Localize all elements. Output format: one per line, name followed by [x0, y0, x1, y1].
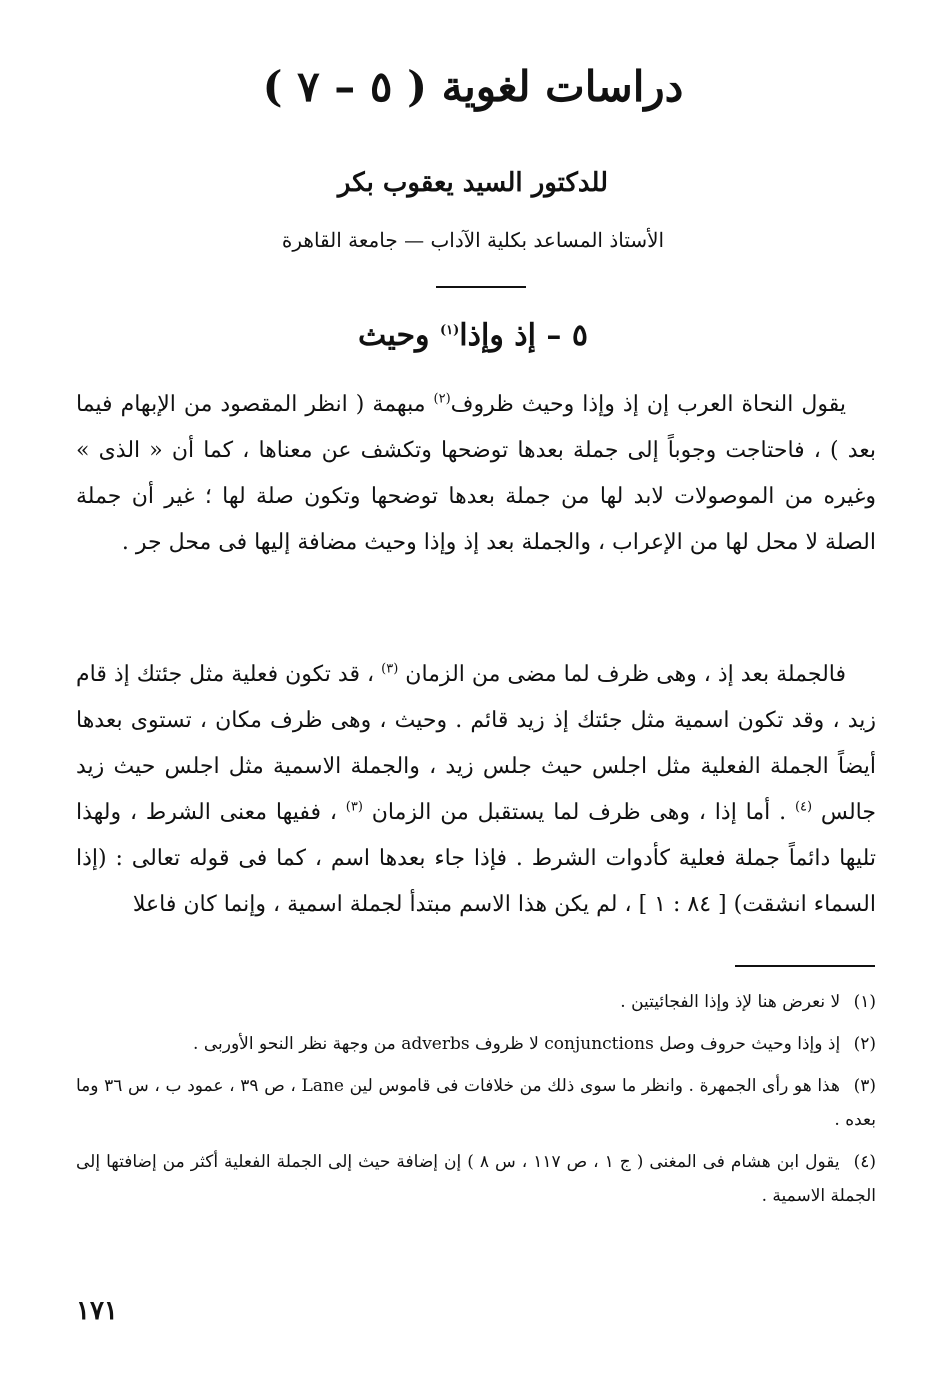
footnote-4: [76, 1145, 876, 1213]
author-name: للدكتور السيد يعقوب بكر: [337, 168, 609, 198]
footnote-ref-4[interactable]: (٤): [794, 799, 813, 815]
footnote-text: هذا هو رأى الجمهرة . وانظر ما سوى ذلك من خلافات فى قاموس لين Lane ، ص ٣٩ ، عمود ب ، س ٣٦ وما بعده .: [76, 1076, 876, 1130]
section-heading-footnote-ref[interactable]: (١): [440, 323, 460, 338]
paragraph-1: [76, 382, 876, 566]
paragraph-1-text-b: مبهمة ( انظر المقصود من الإبهام فيما بعد ) ، فاحتاجت وجوباً إلى جملة بعدها توضحها وتكشف عن معناها ، كما أن « الذى » وغيره من الموصولات لابد لها من جملة بعدها توضحها وتكون صلة لها ؛ غير أن جملة الصلة لا محل لها من الإعراب ، والجملة بعد إذ وإذا وحيث مضافة إليها فى محل جر .: [76, 392, 876, 555]
footnotes: [76, 985, 876, 1221]
article-title: دراسات لغوية ( ٥ – ٧ ): [262, 62, 684, 111]
footnote-ref-3a[interactable]: (٣): [381, 661, 399, 677]
footnote-divider: [735, 965, 875, 967]
paragraph-2-text-a: فالجملة بعد إذ ، وهى ظرف لما مضى من الزمان: [405, 662, 847, 687]
page-number: ١٧١: [76, 1296, 118, 1326]
section-heading: [0, 318, 946, 353]
paragraph-2-text-d: ، ففيها معنى الشرط ، ولهذا تليها دائماً جملة فعلية كأدوات الشرط . فإذا جاء بعدها اسم ، كما فى قوله تعالى : (إذا السماء انشقت) [ ٨٤ : ١ ] ، لم يكن هذا الاسم مبتدأ لجملة اسمية ، وإنما كان فاعلا: [76, 800, 876, 917]
paragraph-1-text-a: يقول النحاة العرب إن إذ وإذا وحيث ظروف: [450, 392, 846, 417]
footnote-number: (١): [853, 992, 876, 1012]
section-heading-text: – إذ وإذا: [459, 318, 562, 353]
footnote-text: لا نعرض هنا لإذ وإذا الفجائيتين .: [620, 992, 841, 1012]
footnote-number: (٣): [853, 1076, 876, 1096]
paragraph-2-text-c: . أما إذا ، وهى ظرف لما يستقبل من الزمان: [371, 800, 787, 825]
footnote-2: [76, 1027, 876, 1061]
footnote-1: [76, 985, 876, 1019]
footnote-ref-3b[interactable]: (٣): [345, 799, 363, 815]
footnote-number: (٢): [853, 1034, 876, 1054]
footnote-3: [76, 1069, 876, 1137]
title-divider: [436, 286, 526, 288]
section-heading-tail: وحيث: [358, 318, 430, 353]
footnote-ref-2[interactable]: (٢): [433, 391, 451, 407]
footnote-text: يقول ابن هشام فى المغنى ( ج ١ ، ص ١١٧ ، س ٨ ) إن إضافة حيث إلى الجملة الفعلية أكثر من إضافتها إلى الجملة الاسمية .: [76, 1152, 876, 1206]
paragraph-2-text-b: ، قد تكون فعلية مثل جئتك إذ قام زيد ، وقد تكون اسمية مثل جئتك إذ زيد قائم . وحيث ، وهى ظرف مكان ، تستوى بعدها أيضاً الجملة الفعلية مثل اجلس حيث جلس زيد ، والجملة الاسمية مثل اجلس حيث زيد جالس: [76, 662, 876, 825]
footnote-number: (٤): [853, 1152, 877, 1172]
paragraph-2: [76, 652, 876, 928]
section-number: ٥: [571, 318, 588, 353]
author-affiliation: الأستاذ المساعد بكلية الآداب — جامعة القاهرة: [281, 228, 665, 252]
footnote-text: إذ وإذا وحيث حروف وصل conjunctions لا ظروف adverbs من وجهة نظر النحو الأوربى .: [193, 1034, 841, 1054]
